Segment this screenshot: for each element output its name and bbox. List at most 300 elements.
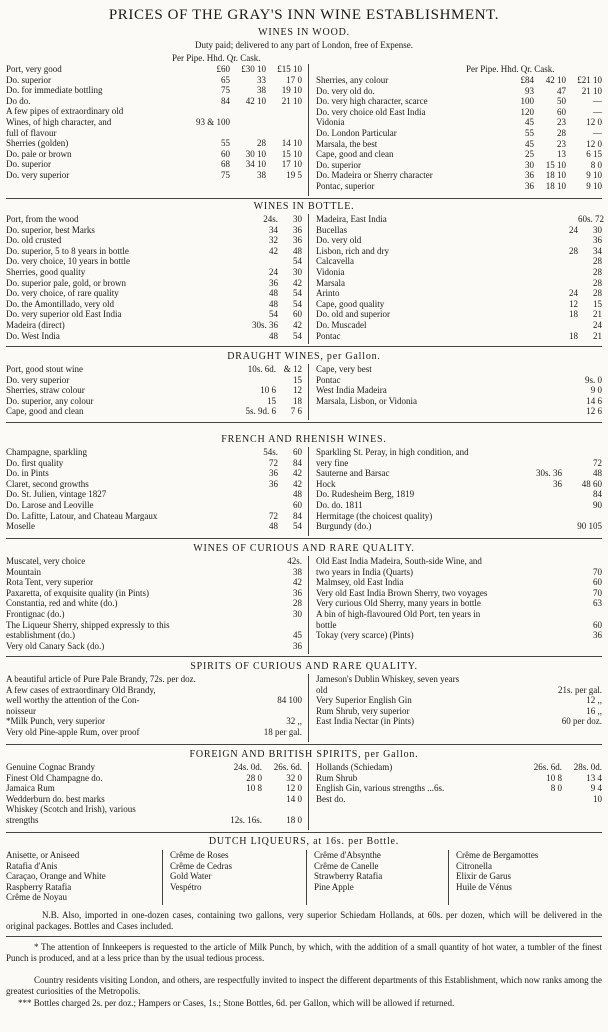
item-name: A beautiful article of Pure Pale Brandy, 72s. per doz.: [6, 674, 196, 684]
price-row: [316, 139, 602, 150]
item-price: 10 6: [260, 385, 276, 396]
item-name: Do. Rudesheim Berg, 1819: [316, 489, 415, 500]
item-price: 42: [269, 245, 278, 256]
item-price: 36: [525, 170, 534, 181]
price-row: [6, 773, 302, 784]
item-name: Very Superior English Gin: [316, 695, 412, 706]
price-row: [316, 364, 602, 375]
column-rule: [448, 850, 449, 905]
item-price: 12 0: [586, 138, 602, 149]
item-price: 32 ,,: [286, 716, 302, 727]
item-price: 28: [593, 277, 602, 288]
column-rule: [308, 214, 309, 344]
item-name: A few pipes of extraordinary old: [6, 106, 124, 117]
item-price: 10 8: [246, 783, 262, 794]
item-price: 9s. 0: [584, 374, 602, 385]
price-row: [6, 468, 302, 479]
item-price: 28: [593, 256, 602, 267]
price-row: [316, 716, 602, 727]
curious-right-list: [316, 556, 602, 641]
item-price: 54s.: [263, 447, 278, 457]
price-row: [6, 521, 302, 532]
price-row: [316, 773, 602, 784]
item-price: 14 10: [281, 138, 302, 149]
price-row: [6, 309, 302, 320]
item-name: Vidonia: [316, 266, 345, 277]
spirits-left-list: [6, 674, 302, 738]
item-name: Port, good stout wine: [6, 364, 84, 374]
french-heading: FRENCH AND RHENISH WINES.: [221, 434, 387, 445]
column-rule: [306, 850, 307, 905]
item-name: Jamaica Rum: [6, 783, 55, 794]
column-rule: [308, 556, 309, 654]
price-row: [6, 609, 302, 620]
item-name: A few cases of extraordinary Old Brandy,: [6, 684, 156, 695]
item-price: 30: [293, 266, 302, 277]
item-name: Do. superior: [6, 74, 51, 85]
price-row: [316, 500, 602, 511]
price-row: [316, 479, 602, 490]
item-price: 30: [525, 159, 534, 170]
foreign-left-list: [6, 762, 302, 826]
spirits-right-list: [316, 674, 602, 727]
item-name: Finest Old Champagne do.: [6, 772, 103, 783]
price-row: [6, 246, 302, 257]
item-name: Marsala: [316, 277, 345, 288]
price-row: [6, 716, 302, 727]
item-name: Very curious Old Sherry, many years in bottle: [316, 598, 481, 609]
liqueur-item: Vespétro: [170, 881, 202, 892]
wood-col-header-left: Per Pipe. Hhd. Qr. Cask.: [172, 53, 261, 63]
liqueur-item: Elixir de Garus: [456, 871, 511, 882]
item-price: 36: [293, 235, 302, 246]
item-price: 30 10: [245, 148, 266, 159]
item-price: 90: [593, 499, 602, 510]
item-price: 60: [557, 106, 566, 117]
item-name: Do. very superior: [6, 169, 70, 180]
item-price: 38: [293, 566, 302, 577]
price-row: [6, 149, 302, 160]
spirits-heading: SPIRITS OF CURIOUS AND RARE QUALITY.: [190, 661, 418, 672]
item-price: 36: [269, 478, 278, 489]
liqueur-item: Ratafia d'Anis: [6, 860, 58, 871]
price-row: [316, 396, 602, 407]
item-price: 12 6: [586, 406, 602, 417]
draught-heading: DRAUGHT WINES, per Gallon.: [227, 351, 381, 362]
item-name: Sherries, straw colour: [6, 385, 85, 396]
item-price: 48 60: [581, 478, 602, 489]
item-name: Do. Larose and Leoville: [6, 499, 94, 510]
item-name: Do. in Pints: [6, 468, 49, 479]
item-price: 72: [593, 457, 602, 468]
price-row: [6, 128, 302, 139]
price-row: [316, 783, 602, 794]
price-row: [6, 159, 302, 170]
price-row: [6, 256, 302, 267]
price-row: [316, 214, 605, 225]
item-price: 7 6: [290, 406, 302, 417]
item-price: 54: [293, 256, 302, 267]
item-name: Do. very choice old East India: [316, 106, 426, 117]
item-price: 36: [593, 235, 602, 246]
item-price: 15 10: [545, 159, 566, 170]
price-row: [6, 225, 302, 236]
item-price: —: [593, 106, 602, 117]
price-row: [6, 75, 302, 86]
item-price: 54: [293, 288, 302, 299]
price-row: [6, 447, 302, 458]
divider: [6, 656, 602, 657]
liqueur-item: Anisette, or Aniseed: [6, 850, 80, 860]
item-name: establishment (do.): [6, 630, 75, 641]
item-price: 23: [557, 117, 566, 128]
item-price: 48: [269, 521, 278, 532]
wood-right-list: [316, 75, 602, 192]
item-price: 54: [293, 330, 302, 341]
item-price: 42: [293, 478, 302, 489]
price-row: [316, 620, 602, 631]
item-price: 84: [221, 95, 230, 106]
item-price: 36: [293, 224, 302, 235]
price-row: [316, 567, 602, 578]
price-row: [6, 299, 302, 310]
item-price: 15: [593, 298, 602, 309]
column-rule: [162, 850, 163, 905]
item-price: 42: [293, 468, 302, 479]
item-price: 42: [293, 319, 302, 330]
item-name: Do. do. 1811: [316, 499, 363, 510]
wood-col-header-right: Per Pipe. Hhd. Qr. Cask.: [466, 64, 555, 74]
item-name: Do. very superior: [6, 374, 70, 385]
item-price: 16 ,,: [586, 705, 602, 716]
liqueur-item: Crême de Bergamottes: [456, 850, 539, 860]
item-name: old: [316, 684, 328, 695]
price-row: [6, 815, 302, 826]
item-price: 84: [593, 489, 602, 500]
item-name: Pontac, superior: [316, 180, 375, 191]
item-price: 70: [593, 566, 602, 577]
bottles-note: *** Bottles charged 2s. per doz.; Hampers or Cases, 1s.; Stone Bottles, 6d. per Gallon, which will be allowed if returned.: [18, 998, 455, 1008]
item-name: Do. very old do.: [316, 85, 375, 96]
item-price: £21 10: [577, 75, 602, 85]
item-price: 19 5: [286, 169, 302, 180]
item-price: 24s. 0d.: [233, 762, 262, 772]
price-row: [6, 630, 302, 641]
item-price: 10: [593, 793, 602, 804]
item-name: Marsala, the best: [316, 138, 378, 149]
liqueur-item: Crême de Cedras: [170, 860, 232, 871]
item-price: 63: [593, 598, 602, 609]
price-row: [6, 598, 302, 609]
item-name: Constantia, red and white (do.): [6, 598, 118, 609]
item-name: Do. superior, best Marks: [6, 224, 95, 235]
item-name: Vidonia: [316, 117, 345, 128]
curious-heading: WINES OF CURIOUS AND RARE QUALITY.: [193, 543, 415, 554]
item-price: 48: [269, 330, 278, 341]
item-price: 13: [557, 149, 566, 160]
liqueur-column: [314, 850, 382, 892]
item-price: 18 0: [286, 814, 302, 825]
item-price: 28: [557, 127, 566, 138]
item-price: 15 10: [281, 148, 302, 159]
item-price: 30: [293, 608, 302, 619]
item-name: Malmsey, old East India: [316, 577, 404, 588]
item-price: —: [593, 127, 602, 138]
item-price: 18 per gal.: [263, 726, 302, 737]
item-price: 12: [569, 298, 578, 309]
item-price: 30s. 36: [251, 319, 278, 330]
price-row: [6, 106, 302, 117]
item-name: Do. London Particular: [316, 127, 397, 138]
item-name: Marsala, Lisbon, or Vidonia: [316, 395, 418, 406]
item-price: 21: [593, 330, 602, 341]
item-price: 28: [293, 598, 302, 609]
price-row: [316, 588, 602, 599]
price-row: [316, 577, 602, 588]
price-row: [6, 170, 302, 181]
item-name: Cape, very best: [316, 364, 372, 374]
divider: [6, 422, 602, 423]
item-name: Whiskey (Scotch and Irish), various: [6, 804, 136, 815]
item-name: Pontac: [316, 374, 341, 385]
item-price: 17 10: [281, 159, 302, 170]
price-row: [6, 288, 302, 299]
price-row: [6, 375, 302, 386]
price-row: [316, 267, 602, 278]
item-price: 24: [269, 266, 278, 277]
item-name: Do. very old: [316, 235, 362, 246]
price-row: [6, 385, 302, 396]
item-price: 120: [520, 106, 534, 117]
item-name: The Liqueur Sherry, shipped expressly to this: [6, 619, 170, 630]
item-price: 70: [593, 587, 602, 598]
draught-right-list: [316, 364, 602, 417]
item-name: Sherries (golden): [6, 138, 69, 149]
foreign-heading: FOREIGN AND BRITISH SPIRITS, per Gallon.: [189, 749, 419, 760]
price-row: [6, 641, 302, 652]
item-price: 9 10: [586, 180, 602, 191]
item-price: 10s. 6d.: [247, 364, 276, 374]
price-row: [316, 468, 602, 479]
column-rule: [308, 64, 309, 196]
price-row: [316, 630, 602, 641]
item-price: 10 8: [546, 772, 562, 783]
item-name: Do. superior: [6, 159, 51, 170]
item-name: Port, very good: [6, 64, 62, 74]
liqueur-item: Pine Apple: [314, 881, 354, 892]
item-price: 12 0: [586, 117, 602, 128]
price-row: [316, 309, 602, 320]
item-price: 26s. 6d.: [533, 762, 562, 772]
item-price: 24: [569, 288, 578, 299]
item-price: 75: [221, 169, 230, 180]
item-name: Do. first quality: [6, 457, 64, 468]
price-row: [316, 278, 602, 289]
price-row: [6, 620, 302, 631]
item-price: 21 10: [281, 95, 302, 106]
item-price: 18 10: [545, 170, 566, 181]
item-price: 38: [257, 169, 266, 180]
item-price: 36: [553, 478, 562, 489]
item-name: Do. superior, any colour: [6, 395, 94, 406]
price-row: [6, 396, 302, 407]
item-price: 100: [520, 96, 534, 107]
item-name: noisseur: [6, 705, 36, 716]
price-row: [6, 500, 302, 511]
liqueur-item: Strawberry Ratafia: [314, 871, 383, 882]
item-name: Hock: [316, 478, 336, 489]
item-price: 36: [525, 180, 534, 191]
item-name: Best do.: [316, 793, 346, 804]
item-price: —: [593, 96, 602, 107]
item-name: Sherries, good quality: [6, 266, 86, 277]
price-row: [316, 225, 602, 236]
item-name: Do. superior: [316, 159, 361, 170]
item-price: 24: [593, 319, 602, 330]
price-row: [6, 511, 302, 522]
price-row: [6, 489, 302, 500]
price-row: [6, 320, 302, 331]
price-row: [6, 727, 302, 738]
item-name: Moselle: [6, 521, 35, 532]
item-price: 48: [269, 298, 278, 309]
price-row: [6, 406, 302, 417]
item-price: 17 0: [286, 74, 302, 85]
item-price: 48: [293, 489, 302, 500]
residents-note: Country residents visiting London, and others, are respectfully invited to inspect the different departments of this Establishment, which now ranks among the greatest curiosities of the Metropolis.: [6, 975, 602, 996]
item-name: Sparkling St. Peray, in high condition, and: [316, 447, 469, 457]
item-name: very fine: [316, 457, 349, 468]
item-price: 54: [293, 298, 302, 309]
liqueur-column: [6, 850, 106, 903]
page-title: PRICES OF THE GRAY'S INN WINE ESTABLISHMENT.: [108, 7, 500, 23]
item-name: Do. very high character, scarce: [316, 96, 428, 107]
item-name: Do. very choice, 10 years in bottle: [6, 256, 130, 267]
item-name: Sherries, any colour: [316, 75, 389, 85]
item-name: Do. old and superior: [316, 309, 390, 320]
item-price: 12: [293, 385, 302, 396]
item-price: £30 10: [241, 64, 266, 74]
item-name: well worthy the attention of the Con-: [6, 695, 140, 706]
item-price: 9 0: [590, 385, 602, 396]
item-price: 15: [293, 374, 302, 385]
item-name: English Gin, various strengths ...6s.: [316, 783, 445, 794]
price-row: [6, 567, 302, 578]
price-row: [6, 674, 302, 685]
divider: [6, 832, 602, 833]
nb-note: N.B. Also, imported in one-dozen cases, containing two gallons, very superior Schiedam Hollands, at 60s. per dozen, which will be delivered in the original packages. Bottles and Cases included.: [6, 910, 602, 931]
price-row: [6, 85, 302, 96]
liqueur-item: Caraçao, Orange and White: [6, 871, 106, 882]
price-row: [316, 385, 602, 396]
item-price: 19 10: [281, 85, 302, 96]
price-row: [6, 331, 302, 342]
item-price: 34: [593, 245, 602, 256]
divider: [6, 744, 602, 745]
item-price: 84: [293, 510, 302, 521]
item-price: 47: [557, 85, 566, 96]
item-name: Do. superior pale, gold, or brown: [6, 277, 126, 288]
item-price: 45: [525, 117, 534, 128]
item-name: Rum Shrub, very superior: [316, 705, 410, 716]
price-row: [316, 511, 602, 522]
price-row: [6, 267, 302, 278]
price-row: [316, 86, 602, 97]
divider: [6, 936, 602, 937]
curious-left-list: [6, 556, 302, 651]
item-price: 18: [293, 395, 302, 406]
item-name: *Milk Punch, very superior: [6, 716, 105, 727]
price-row: [316, 107, 602, 118]
item-name: Do do.: [6, 95, 31, 106]
price-row: [316, 609, 602, 620]
item-name: Do. St. Julien, vintage 1827: [6, 489, 107, 500]
item-price: 60: [593, 577, 602, 588]
price-row: [316, 96, 602, 107]
item-name: Muscatel, very choice: [6, 556, 86, 566]
item-name: Claret, second growths: [6, 478, 89, 489]
item-price: 30: [593, 224, 602, 235]
item-name: full of flavour: [6, 127, 57, 138]
item-price: 8 0: [550, 783, 562, 794]
item-name: Sauterne and Barsac: [316, 468, 390, 479]
item-price: 36: [293, 587, 302, 598]
item-name: Burgundy (do.): [316, 521, 372, 532]
item-price: 60: [293, 499, 302, 510]
item-name: Lisbon, rich and dry: [316, 245, 389, 256]
item-price: 45: [525, 138, 534, 149]
item-price: 28 0: [246, 772, 262, 783]
item-name: Do. West India: [6, 330, 60, 341]
liqueur-item: Gold Water: [170, 871, 212, 882]
item-price: 72: [269, 457, 278, 468]
item-price: 28: [569, 245, 578, 256]
item-price: 50: [557, 96, 566, 107]
dutch-heading: DUTCH LIQUEURS, at 16s. per Bottle.: [208, 836, 400, 847]
item-price: 55: [221, 138, 230, 149]
price-row: [6, 588, 302, 599]
item-price: 28: [257, 138, 266, 149]
item-price: 84 100: [277, 695, 302, 706]
price-row: [316, 375, 602, 386]
item-price: 30: [293, 214, 302, 224]
item-name: Do. Muscadel: [316, 319, 367, 330]
item-name: Do. Madeira or Sherry character: [316, 170, 433, 181]
item-price: 75: [221, 85, 230, 96]
item-name: Do. the Amontillado, very old: [6, 298, 114, 309]
item-name: strengths: [6, 814, 39, 825]
price-row: [316, 674, 602, 685]
item-name: Pontac: [316, 330, 341, 341]
item-price: 55: [525, 127, 534, 138]
item-name: Do. for immediate bottling: [6, 85, 103, 96]
draught-left-list: [6, 364, 302, 417]
divider: [6, 198, 602, 199]
price-row: [6, 138, 302, 149]
liqueur-item: Crême de Canelle: [314, 860, 379, 871]
price-row: [6, 458, 302, 469]
item-price: 34: [269, 224, 278, 235]
item-price: 18: [569, 330, 578, 341]
wood-heading: WINES IN WOOD.: [258, 27, 350, 38]
item-name: Old East India Madeira, South-side Wine, and: [316, 556, 482, 566]
item-price: 54: [293, 521, 302, 532]
price-row: [316, 447, 602, 458]
price-row: [316, 695, 602, 706]
price-row: [316, 521, 602, 532]
item-price: £15 10: [277, 64, 302, 74]
price-row: [316, 256, 602, 267]
